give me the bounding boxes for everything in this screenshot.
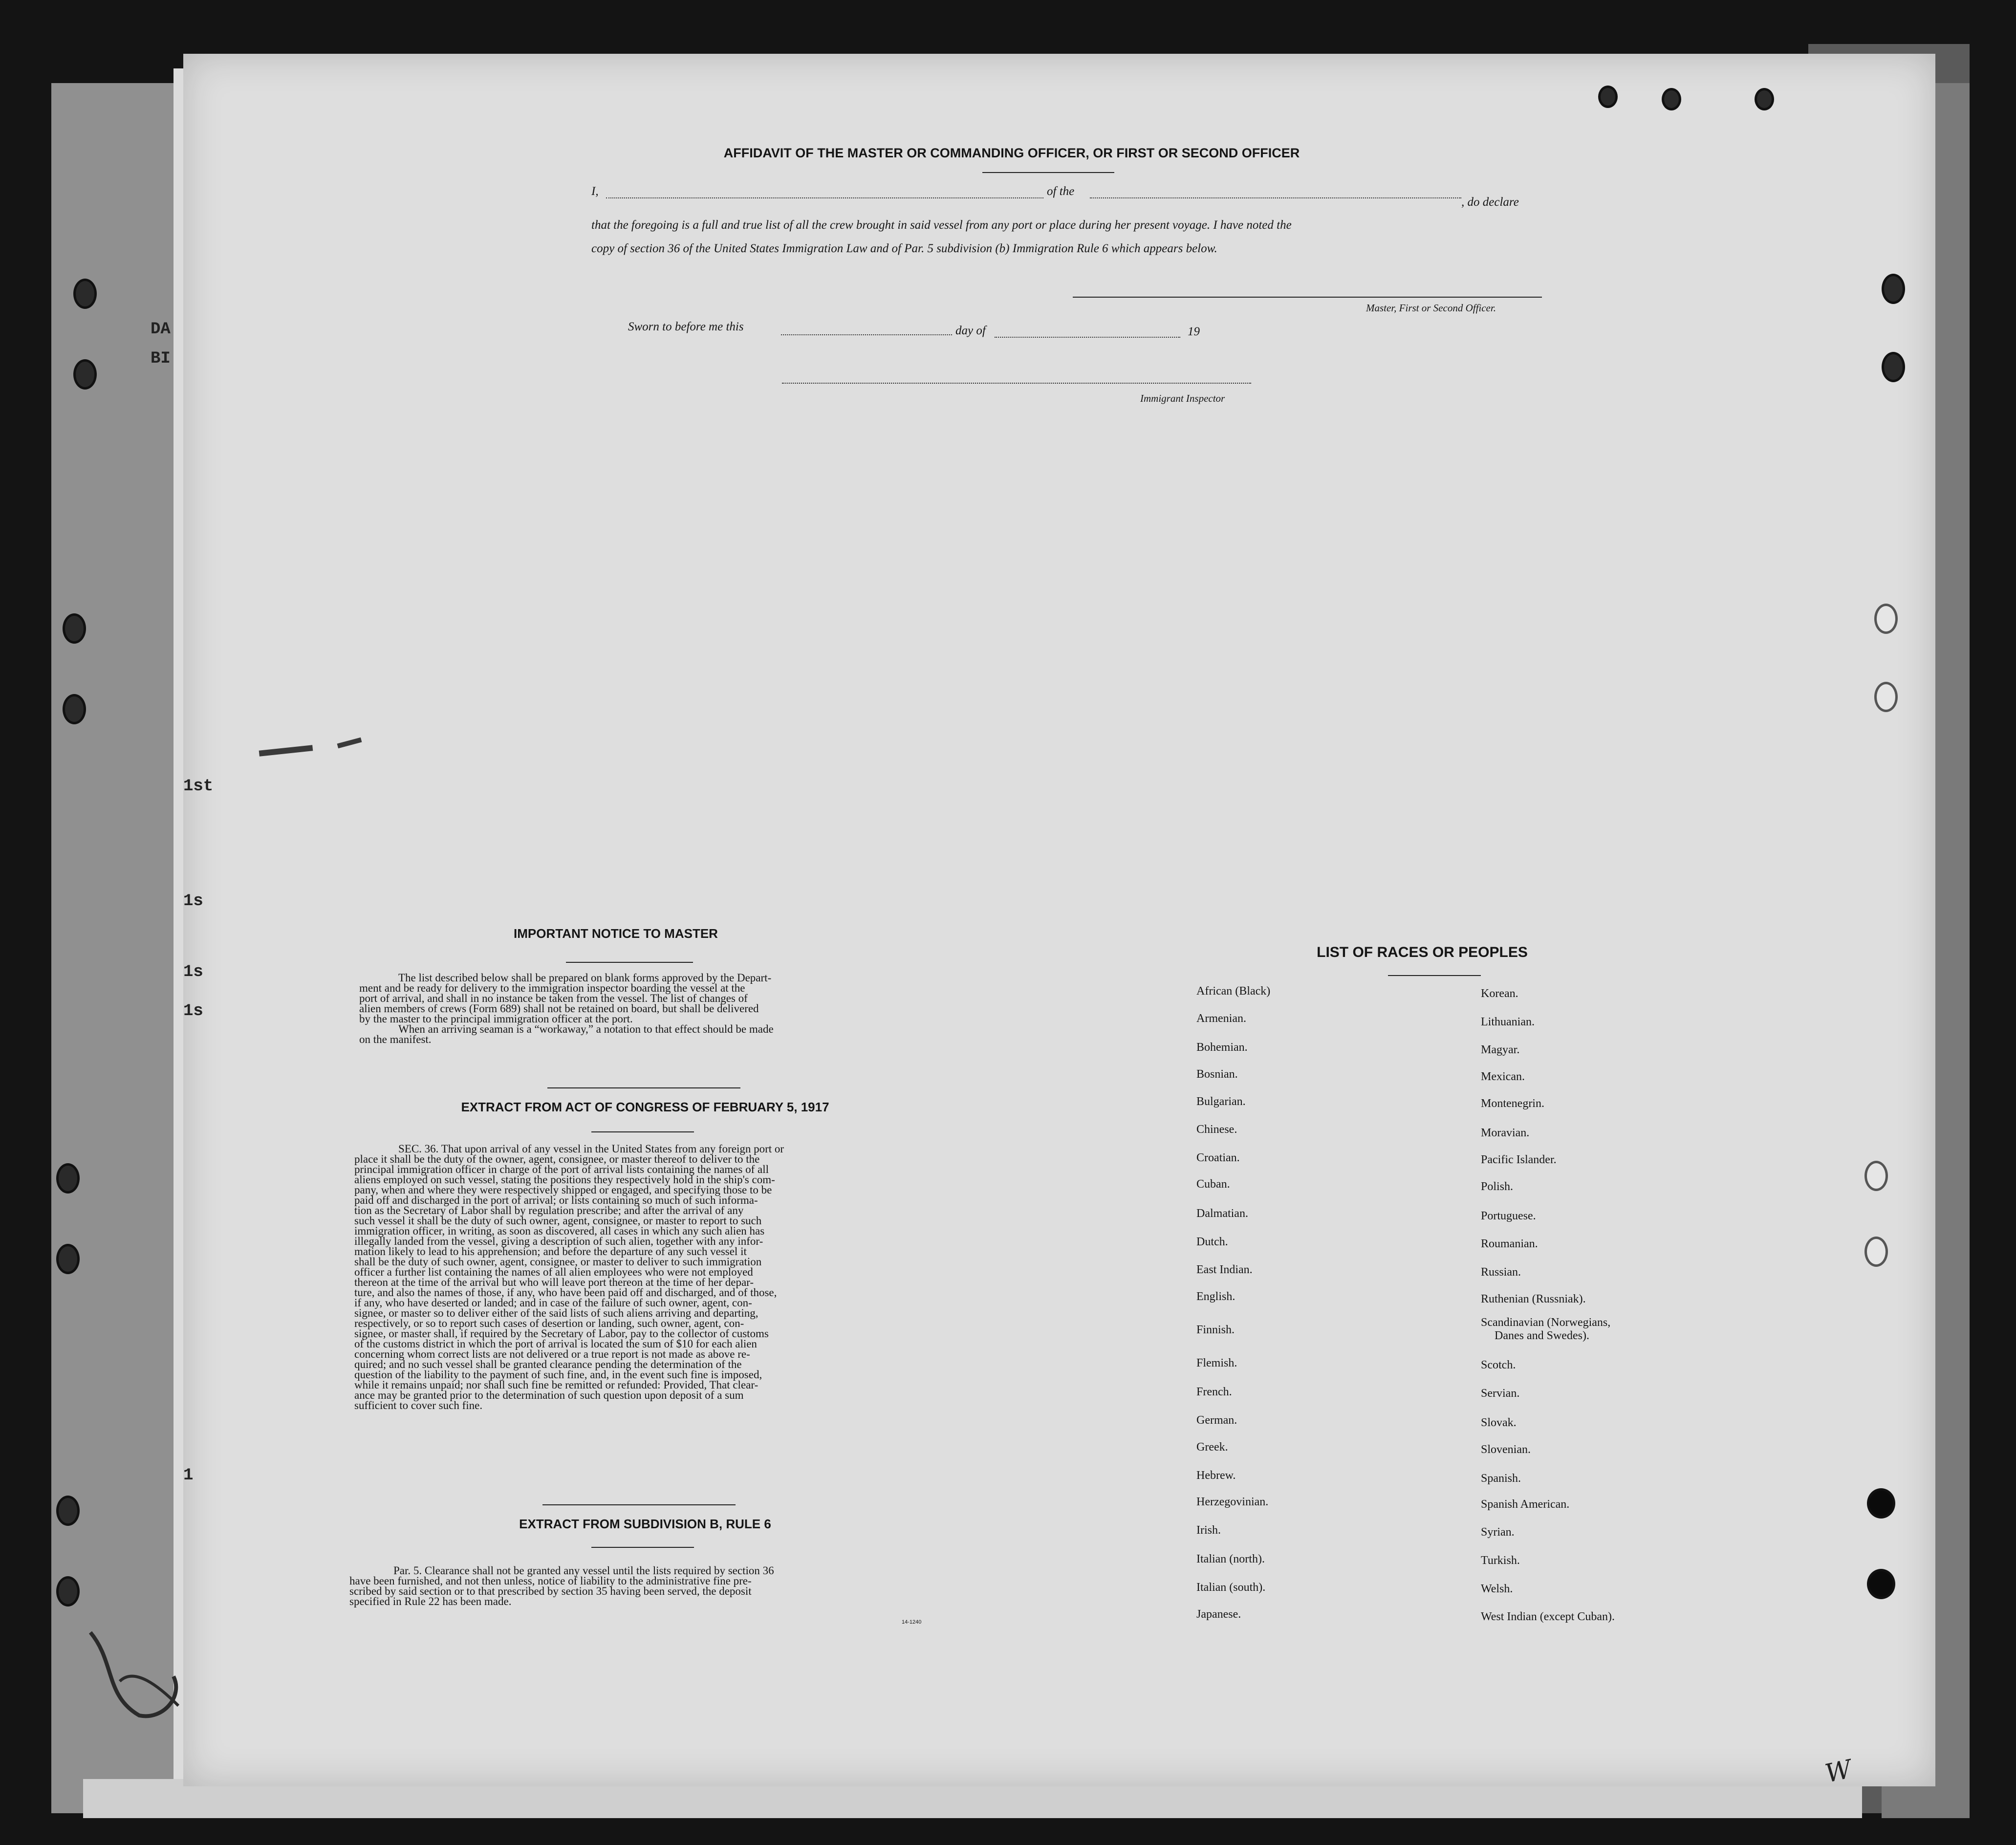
master-caption: Master, First or Second Officer.: [1366, 302, 1496, 314]
text-line: shall be the duty of such owner, agent, consignee, or master to deliver to such immigration: [354, 1256, 762, 1268]
rule-heading: EXTRACT FROM SUBDIVISION B, RULE 6: [519, 1517, 771, 1531]
text-line: illegally landed from the vessel, giving a description of such alien, together with any infor-: [354, 1235, 763, 1247]
affidavit-i-label: I,: [591, 185, 599, 198]
text-line: principal immigration officer in charge of the port of arrival lists containing the names of all: [354, 1163, 769, 1175]
punch-hole: [1755, 88, 1774, 110]
race-item: Portuguese.: [1481, 1210, 1536, 1222]
vessel-field-line: [1090, 185, 1461, 198]
punch-hole: [1598, 86, 1618, 108]
punch-hole: [1662, 88, 1681, 110]
race-item: Welsh.: [1481, 1583, 1513, 1595]
race-item: Dutch.: [1196, 1236, 1228, 1248]
divider: [566, 962, 693, 963]
text-line: by the master to the principal immigration officer at the port.: [359, 1013, 633, 1025]
text-line: have been furnished, and not then unless, notice of liability to the administrative fine pre-: [349, 1575, 752, 1587]
inspector-signature-line: [782, 383, 1251, 384]
text-line: such vessel it shall be the duty of such owner, agent, consignee, or master to report to such: [354, 1215, 762, 1227]
punch-hole: [1867, 1569, 1895, 1599]
punch-hole: [63, 694, 86, 724]
race-item: Armenian.: [1196, 1012, 1246, 1025]
punch-hole: [56, 1163, 80, 1194]
race-item: Italian (south).: [1196, 1581, 1266, 1594]
race-item: Finnish.: [1196, 1324, 1235, 1336]
divider: [982, 172, 1114, 173]
race-item: East Indian.: [1196, 1263, 1253, 1276]
race-item: West Indian (except Cuban).: [1481, 1610, 1615, 1623]
sworn-day-line: [781, 323, 952, 335]
race-item: Turkish.: [1481, 1554, 1520, 1567]
race-item: Moravian.: [1481, 1127, 1530, 1139]
race-item: Ruthenian (Russniak).: [1481, 1293, 1586, 1305]
handwritten-page-mark: W: [1822, 1755, 1855, 1789]
margin-fragment: 1: [183, 1466, 194, 1485]
text-line: officer a further list containing the names of all alien employees who were not employed: [354, 1266, 753, 1278]
text-line: signee, or master so to deliver either of the said lists of such aliens arriving and departing,: [354, 1307, 759, 1319]
punch-hole: [1864, 1237, 1888, 1267]
punch-hole: [73, 359, 97, 390]
punch-hole: [1882, 352, 1905, 382]
affidavit-of-the-label: of the: [1047, 185, 1075, 198]
text-line: tion as the Secretary of Labor shall by regulation prescribe; and after the arrival of any: [354, 1204, 744, 1216]
text-line: concerning whom correct lists are not delivered or a true report is not made as above re-: [354, 1348, 750, 1360]
race-item: Syrian.: [1481, 1526, 1515, 1539]
text-line: on the manifest.: [359, 1033, 432, 1045]
master-signature-line: [1073, 297, 1542, 298]
race-item: Korean.: [1481, 987, 1518, 1000]
text-line: ance may be granted prior to the determination of such question upon deposit of a sum: [354, 1389, 744, 1401]
race-item: Polish.: [1481, 1180, 1514, 1193]
race-item: Bulgarian.: [1196, 1095, 1246, 1108]
text-line: pany, when and where they were respectively shipped or engaged, and specifying those to be: [354, 1184, 772, 1196]
divider: [547, 1087, 740, 1088]
race-item: Bohemian.: [1196, 1041, 1248, 1054]
race-item: Russian.: [1481, 1266, 1521, 1279]
margin-fragment: 1st: [183, 777, 214, 796]
text-line: alien members of crews (Form 689) shall not be retained on board, but shall be delivered: [359, 1002, 759, 1015]
text-line: if any, who have deserted or landed; and in case of the failure of such owner, agent, con-: [354, 1297, 752, 1309]
day-of-label: day of: [955, 324, 986, 337]
punch-hole: [56, 1496, 80, 1526]
text-line: sufficient to cover such fine.: [354, 1399, 483, 1411]
margin-fragment: 1s: [183, 963, 203, 981]
race-item: Spanish American.: [1481, 1498, 1570, 1511]
text-line: paid off and discharged in the port of arrival; or lists containing so much of such informa-: [354, 1194, 758, 1206]
text-line: scribed by said section or to that prescribed by section 35 having been served, the deposit: [349, 1585, 752, 1597]
text-line: of the customs district in which the port of arrival is located the sum of $10 for each alien: [354, 1338, 757, 1350]
affidavit-do-declare: , do declare: [1461, 195, 1519, 209]
notice-heading: IMPORTANT NOTICE TO MASTER: [514, 926, 718, 941]
punch-hole: [73, 279, 97, 309]
race-item: Flemish.: [1196, 1357, 1237, 1369]
text-line: immigration officer, in writing, as soon as discovered, all cases in which any such alien has: [354, 1225, 765, 1237]
race-item: Spanish.: [1481, 1472, 1521, 1485]
affidavit-line-2: that the foregoing is a full and true list of all the crew brought in said vessel from any port or place during her present voyage. I have noted the: [591, 218, 1292, 232]
race-item: Chinese.: [1196, 1123, 1237, 1136]
race-item: Scandinavian (Norwegians,: [1481, 1316, 1611, 1329]
text-line: aliens employed on such vessel, stating the positions they respectively hold in the ship's com-: [354, 1173, 775, 1186]
text-line: port of arrival, and shall in no instance be taken from the vessel. The list of changes of: [359, 992, 748, 1004]
divider: [591, 1547, 694, 1548]
race-item: Danes and Swedes).: [1495, 1329, 1589, 1342]
text-line: place it shall be the duty of the owner, agent, consignee, or master thereof to deliver to the: [354, 1153, 760, 1165]
punch-hole: [1867, 1488, 1895, 1519]
margin-fragment: 1s: [183, 892, 203, 911]
rule-body: [349, 1565, 931, 1606]
act-heading: EXTRACT FROM ACT OF CONGRESS OF FEBRUARY 5, 1917: [461, 1100, 829, 1114]
race-item: Greek.: [1196, 1441, 1228, 1454]
affidavit-heading: AFFIDAVIT OF THE MASTER OR COMMANDING OFFICER, OR FIRST OR SECOND OFFICER: [723, 146, 1300, 160]
punch-hole: [1874, 604, 1898, 634]
punch-hole: [56, 1244, 80, 1274]
race-item: Cuban.: [1196, 1178, 1230, 1191]
race-item: Slovenian.: [1481, 1443, 1531, 1456]
sworn-month-line: [995, 325, 1180, 338]
punch-hole: [1882, 274, 1905, 304]
divider: [591, 1131, 694, 1132]
margin-fragment: BI: [151, 349, 171, 368]
text-line: specified in Rule 22 has been made.: [349, 1595, 512, 1607]
year-prefix: 19: [1188, 325, 1200, 338]
race-item: Japanese.: [1196, 1608, 1241, 1621]
race-item: Italian (north).: [1196, 1553, 1265, 1565]
text-line: When an arriving seaman is a “workaway,” a notation to that effect should be made: [398, 1023, 774, 1035]
text-line: question of the liability to the payment of such fine, and, in the event such fine is imposed,: [354, 1368, 762, 1381]
text-line: Par. 5. Clearance shall not be granted any vessel until the lists required by section 36: [393, 1564, 774, 1577]
act-body: [354, 1144, 933, 1411]
text-line: quired; and no such vessel shall be granted clearance pending the determination of the: [354, 1358, 742, 1370]
race-item: Mexican.: [1481, 1070, 1525, 1083]
sworn-label: Sworn to before me this: [628, 320, 744, 333]
races-heading: LIST OF RACES OR PEOPLES: [1317, 944, 1528, 960]
race-item: German.: [1196, 1414, 1237, 1427]
race-item: Roumanian.: [1481, 1237, 1538, 1250]
affidavit-line-3: copy of section 36 of the United States Immigration Law and of Par. 5 subdivision (b) Immigration Rule 6 which appears below.: [591, 242, 1217, 255]
race-item: Hebrew.: [1196, 1469, 1236, 1482]
race-item: Lithuanian.: [1481, 1016, 1535, 1028]
text-line: ment and be ready for delivery to the immigration inspector boarding the vessel at the: [359, 982, 745, 994]
text-line: The list described below shall be prepared on blank forms approved by the Depart-: [398, 972, 772, 984]
race-item: Herzegovinian.: [1196, 1496, 1269, 1508]
race-item: Scotch.: [1481, 1359, 1516, 1371]
race-item: English.: [1196, 1290, 1236, 1303]
text-line: while it remains unpaid; nor shall such fine be remitted or refunded: Provided, That clear-: [354, 1379, 759, 1391]
punch-hole: [1874, 682, 1898, 712]
inspector-caption: Immigrant Inspector: [1140, 392, 1225, 404]
text-line: respectively, or so to report such cases of desertion or landing, such owner, agent, con-: [354, 1317, 744, 1329]
race-item: Dalmatian.: [1196, 1207, 1248, 1220]
form-number: 14-1240: [902, 1619, 922, 1625]
divider: [1388, 975, 1481, 976]
margin-fragment: DA: [151, 320, 171, 339]
text-line: mation likely to lead to his apprehension; and before the departure of any such vessel it: [354, 1245, 747, 1258]
punch-hole: [1864, 1161, 1888, 1191]
punch-hole: [63, 613, 86, 644]
handwritten-scribble: [86, 1623, 198, 1725]
race-item: Bosnian.: [1196, 1068, 1238, 1081]
text-line: thereon at the time of the arrival but who will leave port thereon at the time of her depar-: [354, 1276, 754, 1288]
race-item: Slovak.: [1481, 1416, 1517, 1429]
race-item: Magyar.: [1481, 1043, 1520, 1056]
notice-body: [359, 973, 936, 1044]
divider: [542, 1504, 736, 1505]
race-item: Irish.: [1196, 1524, 1221, 1537]
text-line: SEC. 36. That upon arrival of any vessel in the United States from any foreign port or: [398, 1143, 784, 1155]
race-item: Pacific Islander.: [1481, 1153, 1557, 1166]
race-item: African (Black): [1196, 985, 1271, 998]
text-line: signee, or master shall, if required by the Secretary of Labor, pay to the collector of customs: [354, 1327, 769, 1340]
race-item: French.: [1196, 1386, 1232, 1398]
race-item: Servian.: [1481, 1387, 1520, 1400]
margin-fragment: 1s: [183, 1002, 203, 1020]
punch-hole: [56, 1576, 80, 1606]
race-item: Croatian.: [1196, 1151, 1240, 1164]
text-line: ture, and also the names of those, if any, who have been paid off and discharged, and of those,: [354, 1286, 777, 1299]
race-item: Montenegrin.: [1481, 1097, 1544, 1110]
name-field-line: [606, 185, 1043, 198]
